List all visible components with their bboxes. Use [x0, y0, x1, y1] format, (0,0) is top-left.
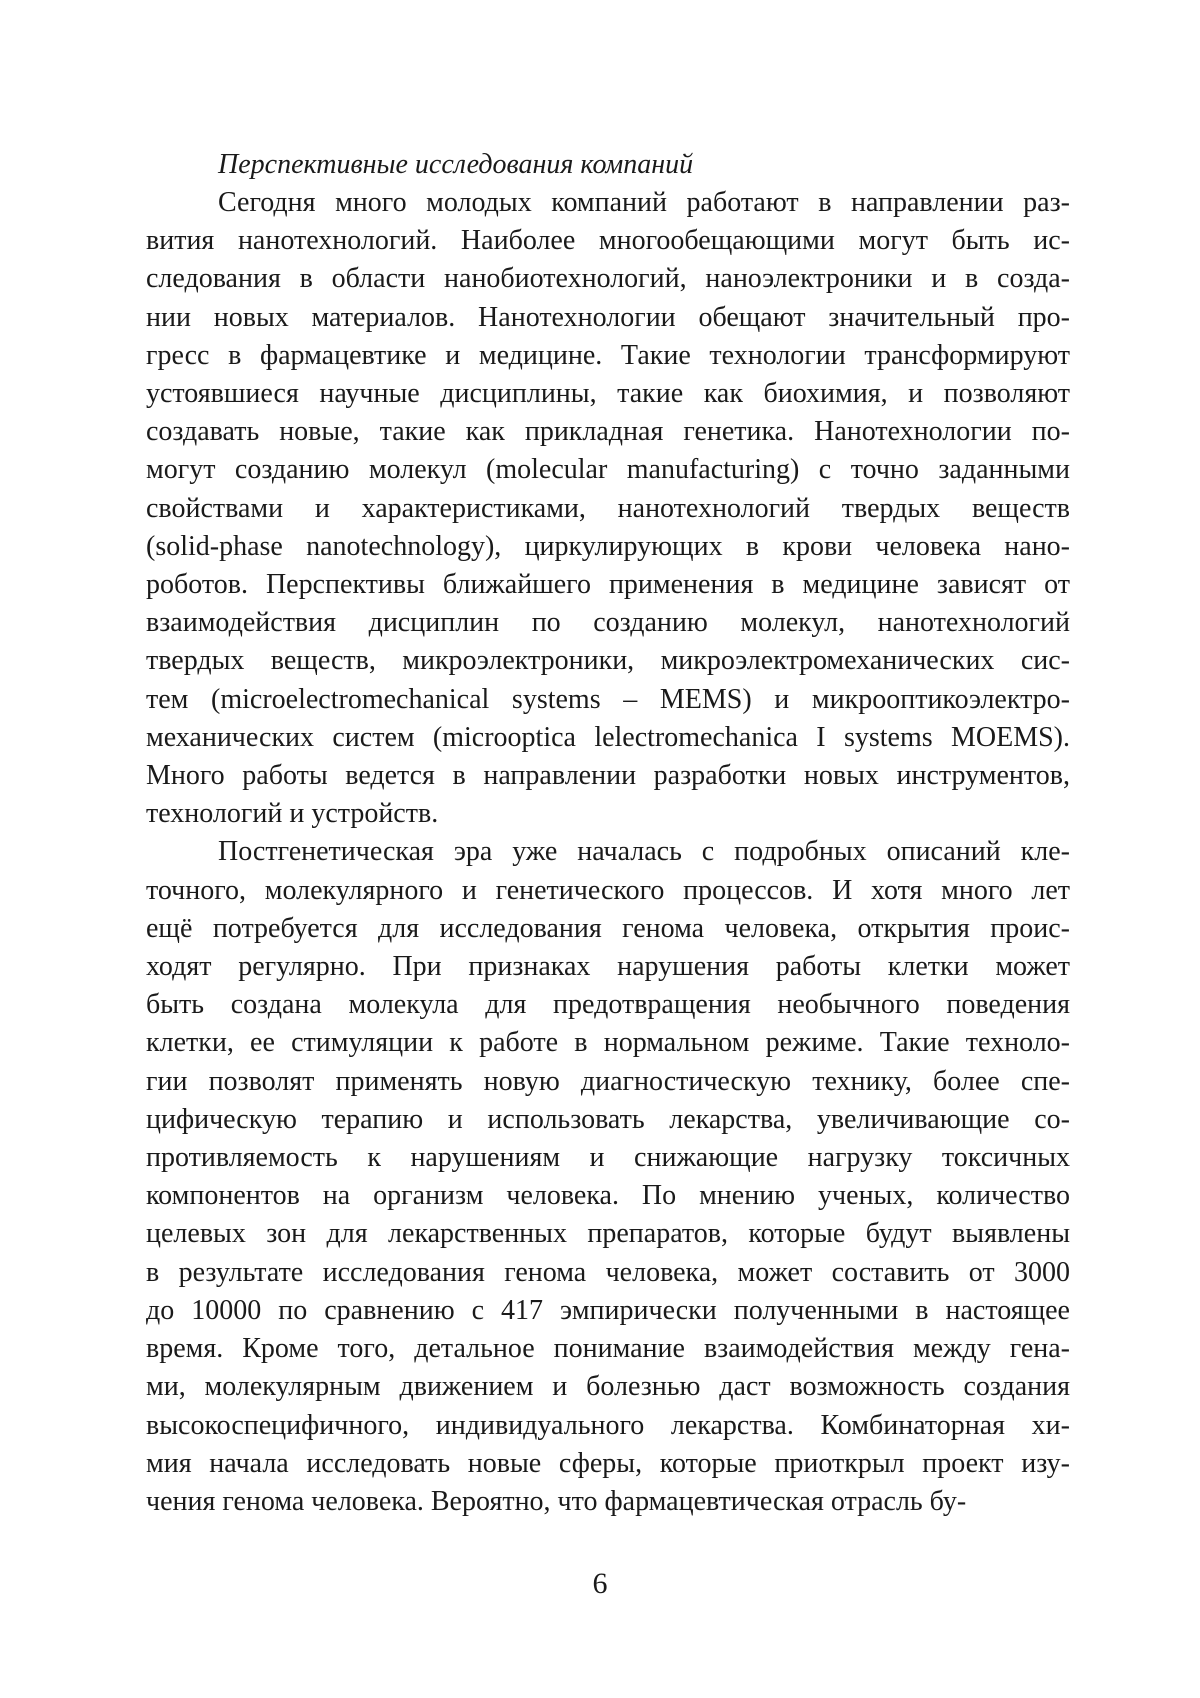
text-line: свойствами и характеристиками, нанотехнологий твердых веществ	[146, 492, 1070, 524]
section-heading: Перспективные исследования компаний	[218, 149, 694, 180]
text-line: цифическую терапию и использовать лекарства, увеличивающие со-	[146, 1103, 1070, 1135]
text-line: Постгенетическая эра уже началась с подробных описаний кле-	[218, 836, 1070, 868]
text-line: технологий и устройств.	[146, 798, 439, 830]
text-line: Сегодня много молодых компаний работают в направлении раз-	[218, 187, 1070, 218]
text-line: твердых веществ, микроэлектроники, микроэлектромеханических сис-	[146, 645, 1070, 677]
text-line: клетки, ее стимуляции к работе в нормальном режиме. Такие техноло-	[146, 1027, 1070, 1059]
text-line: гресс в фармацевтике и медицине. Такие технологии трансформируют	[146, 339, 1070, 371]
text-line: чения генома человека. Вероятно, что фармацевтическая отрасль бу-	[146, 1485, 967, 1517]
text-line: ходят регулярно. При признаках нарушения работы клетки может	[146, 951, 1070, 983]
text-line: компонентов на организм человека. По мнению ученых, количество	[146, 1180, 1070, 1212]
text-line: вития нанотехнологий. Наиболее многообещающими могут быть ис-	[146, 225, 1070, 257]
text-line: мия начала исследовать новые сферы, которые приоткрыл проект изу-	[146, 1447, 1070, 1479]
text-line: роботов. Перспективы ближайшего применения в медицине зависят от	[146, 569, 1070, 601]
page-body	[146, 146, 1070, 1521]
body-text	[146, 184, 1070, 1521]
body-paragraph	[146, 833, 1070, 1521]
text-line: (solid-phase nanotechnology), циркулирующих в крови человека нано-	[146, 530, 1070, 562]
text-line: механических систем (microoptica lelectromechanica I systems MOEMS).	[146, 721, 1070, 753]
text-line: устоявшиеся научные дисциплины, такие как биохимия, и позволяют	[146, 378, 1070, 410]
text-line: время. Кроме того, детальное понимание взаимодействия между гена-	[146, 1333, 1070, 1365]
text-line: ми, молекулярным движением и болезнью даст возможность создания	[146, 1371, 1070, 1403]
text-line: высокоспецифичного, индивидуального лекарства. Комбинаторная хи-	[146, 1409, 1070, 1441]
text-line: целевых зон для лекарственных препаратов, которые будут выявлены	[146, 1218, 1070, 1250]
text-line: могут созданию молекул (molecular manufacturing) с точно заданными	[146, 454, 1070, 486]
text-line: точного, молекулярного и генетического процессов. И хотя много лет	[146, 874, 1070, 906]
text-line: ещё потребуется для исследования генома человека, открытия проис-	[146, 912, 1070, 944]
text-line: следования в области нанобиотехнологий, наноэлектроники и в созда-	[146, 263, 1070, 295]
text-line: взаимодействия дисциплин по созданию молекул, нанотехнологий	[146, 607, 1070, 639]
page-number: 6	[592, 1567, 608, 1600]
text-line: быть создана молекула для предотвращения необычного поведения	[146, 989, 1070, 1021]
text-line: противляемость к нарушениям и снижающие нагрузку токсичных	[146, 1142, 1070, 1174]
text-line: гии позволят применять новую диагностическую технику, более спе-	[146, 1065, 1070, 1097]
text-line: в результате исследования генома человека, может составить от 3000	[146, 1256, 1070, 1288]
text-line: создавать новые, такие как прикладная генетика. Нанотехнологии по-	[146, 416, 1070, 448]
text-line: нии новых материалов. Нанотехнологии обещают значительный про-	[146, 301, 1070, 333]
body-paragraph	[146, 184, 1070, 833]
text-line: тем (microelectromechanical systems – MEMS) и микрооптикоэлектро-	[146, 683, 1070, 715]
text-line: до 10000 по сравнению с 417 эмпирически полученными в настоящее	[146, 1294, 1070, 1326]
text-line: Много работы ведется в направлении разработки новых инструментов,	[146, 760, 1070, 792]
